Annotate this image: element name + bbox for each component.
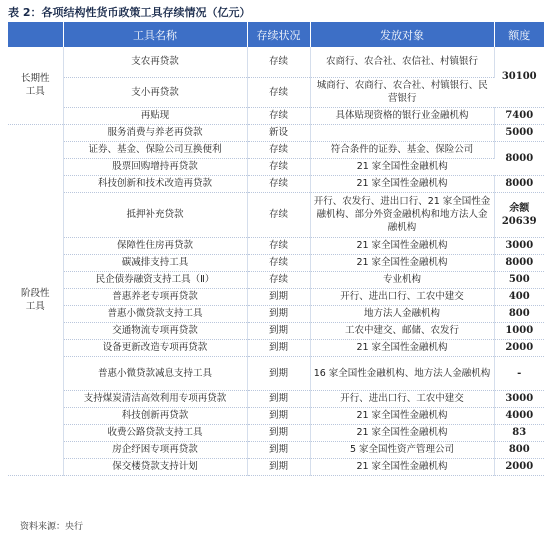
tool-target: 开行、农发行、进出口行、21 家全国性金融机构、部分外资金融机构和地方法人金融机构 (310, 192, 494, 237)
tool-name: 普惠养老专项再贷款 (63, 288, 247, 305)
tool-status: 存续 (247, 271, 310, 288)
tool-name: 抵押补充贷款 (63, 192, 247, 237)
table-row (8, 254, 544, 271)
tool-amount: 2000 (494, 458, 544, 475)
tool-target: 21 家全国性金融机构 (310, 254, 494, 271)
tool-target: 21 家全国性金融机构 (310, 458, 494, 475)
table-row (8, 305, 544, 322)
tool-status: 存续 (247, 254, 310, 271)
table-row (8, 390, 544, 407)
table-row (8, 356, 544, 390)
header-amount: 额度 (494, 22, 544, 47)
tool-amount: 4000 (494, 407, 544, 424)
table-row (8, 441, 544, 458)
table-caption: 表 2：各项结构性货币政策工具存续情况（亿元） (8, 6, 251, 19)
tool-amount: 3000 (494, 390, 544, 407)
tool-amount: - (494, 356, 544, 390)
tool-name: 保交楼贷款支持计划 (63, 458, 247, 475)
tool-target: 具体贴现资格的银行业金融机构 (310, 107, 494, 124)
tool-name: 服务消费与养老再贷款 (63, 124, 247, 141)
table-header-row (8, 22, 544, 47)
tool-name: 收费公路贷款支持工具 (63, 424, 247, 441)
tool-amount: 8000 (494, 175, 544, 192)
table-row (8, 158, 544, 175)
tool-target: 开行、进出口行、工农中建交 (310, 390, 494, 407)
table-row (8, 192, 544, 237)
tool-name: 普惠小微贷款减息支持工具 (63, 356, 247, 390)
tool-target: 16 家全国性金融机构、地方法人金融机构 (310, 356, 494, 390)
tool-amount: 3000 (494, 237, 544, 254)
tool-amount: 余额 20639 (494, 192, 544, 237)
category-stage: 阶段性 工具 (8, 124, 63, 475)
tool-status: 到期 (247, 458, 310, 475)
tool-name: 交通物流专项再贷款 (63, 322, 247, 339)
tool-status: 存续 (247, 175, 310, 192)
tool-amount: 800 (494, 305, 544, 322)
table-row (8, 339, 544, 356)
tool-target: 城商行、农商行、农合社、村镇银行、民营银行 (310, 77, 494, 107)
tool-status: 存续 (247, 107, 310, 124)
tool-name: 再贴现 (63, 107, 247, 124)
table-row (8, 407, 544, 424)
header-target: 发放对象 (310, 22, 494, 47)
tool-amount: 7400 (494, 107, 544, 124)
tool-amount: 400 (494, 288, 544, 305)
tool-amount: 30100 (494, 47, 544, 107)
tool-target: 地方法人金融机构 (310, 305, 494, 322)
tool-status: 到期 (247, 288, 310, 305)
table-row (8, 47, 544, 77)
tool-status: 到期 (247, 407, 310, 424)
tool-name: 科技创新和技术改造再贷款 (63, 175, 247, 192)
tool-name: 股票回购增持再贷款 (63, 158, 247, 175)
table-row (8, 458, 544, 475)
tool-status: 存续 (247, 47, 310, 77)
tool-name: 科技创新再贷款 (63, 407, 247, 424)
table-row (8, 424, 544, 441)
tool-name: 普惠小微贷款支持工具 (63, 305, 247, 322)
table-row (8, 237, 544, 254)
tool-status: 到期 (247, 424, 310, 441)
tool-target: 21 家全国性金融机构 (310, 158, 494, 175)
table-row (8, 288, 544, 305)
tool-status: 到期 (247, 441, 310, 458)
tool-target: 21 家全国性金融机构 (310, 175, 494, 192)
tool-status: 存续 (247, 192, 310, 237)
tool-name: 保障性住房再贷款 (63, 237, 247, 254)
table-row (8, 175, 544, 192)
tool-name: 支小再贷款 (63, 77, 247, 107)
header-status: 存续状况 (247, 22, 310, 47)
tool-status: 存续 (247, 158, 310, 175)
tool-target: 21 家全国性金融机构 (310, 339, 494, 356)
tool-name: 支农再贷款 (63, 47, 247, 77)
tool-target (310, 124, 494, 141)
tool-target: 21 家全国性金融机构 (310, 407, 494, 424)
tool-amount: 800 (494, 441, 544, 458)
tool-target: 农商行、农合社、农信社、村镇银行 (310, 47, 494, 77)
tool-name: 设备更新改造专项再贷款 (63, 339, 247, 356)
tool-status: 到期 (247, 339, 310, 356)
category-long-term: 长期性 工具 (8, 47, 63, 124)
tool-target: 符合条件的证券、基金、保险公司 (310, 141, 494, 158)
tool-amount: 1000 (494, 322, 544, 339)
table-row (8, 107, 544, 124)
tool-amount: 8000 (494, 254, 544, 271)
tool-amount: 5000 (494, 124, 544, 141)
tool-amount: 500 (494, 271, 544, 288)
tool-status: 新设 (247, 124, 310, 141)
tool-target: 5 家全国性资产管理公司 (310, 441, 494, 458)
tool-name: 民企债券融资支持工具（Ⅱ） (63, 271, 247, 288)
tool-target: 工农中建交、邮储、农发行 (310, 322, 494, 339)
header-tool: 工具名称 (63, 22, 247, 47)
tool-status: 存续 (247, 237, 310, 254)
tool-amount: 83 (494, 424, 544, 441)
policy-tools-table (8, 22, 544, 476)
tool-target: 专业机构 (310, 271, 494, 288)
source-note: 资料来源：央行 (20, 522, 84, 532)
tool-target: 21 家全国性金融机构 (310, 237, 494, 254)
tool-status: 存续 (247, 77, 310, 107)
tool-target: 21 家全国性金融机构 (310, 424, 494, 441)
table-row (8, 77, 544, 107)
tool-status: 到期 (247, 305, 310, 322)
table-row (8, 141, 544, 158)
tool-amount: 8000 (494, 141, 544, 175)
tool-name: 房企纾困专项再贷款 (63, 441, 247, 458)
tool-name: 支持煤炭清洁高效利用专项再贷款 (63, 390, 247, 407)
tool-status: 到期 (247, 390, 310, 407)
tool-name: 证券、基金、保险公司互换便利 (63, 141, 247, 158)
tool-amount: 2000 (494, 339, 544, 356)
table-row (8, 124, 544, 141)
header-category (8, 22, 63, 47)
table-row (8, 271, 544, 288)
tool-name: 碳减排支持工具 (63, 254, 247, 271)
tool-status: 存续 (247, 141, 310, 158)
tool-status: 到期 (247, 322, 310, 339)
table-row (8, 322, 544, 339)
tool-status: 到期 (247, 356, 310, 390)
tool-target: 开行、进出口行、工农中建交 (310, 288, 494, 305)
